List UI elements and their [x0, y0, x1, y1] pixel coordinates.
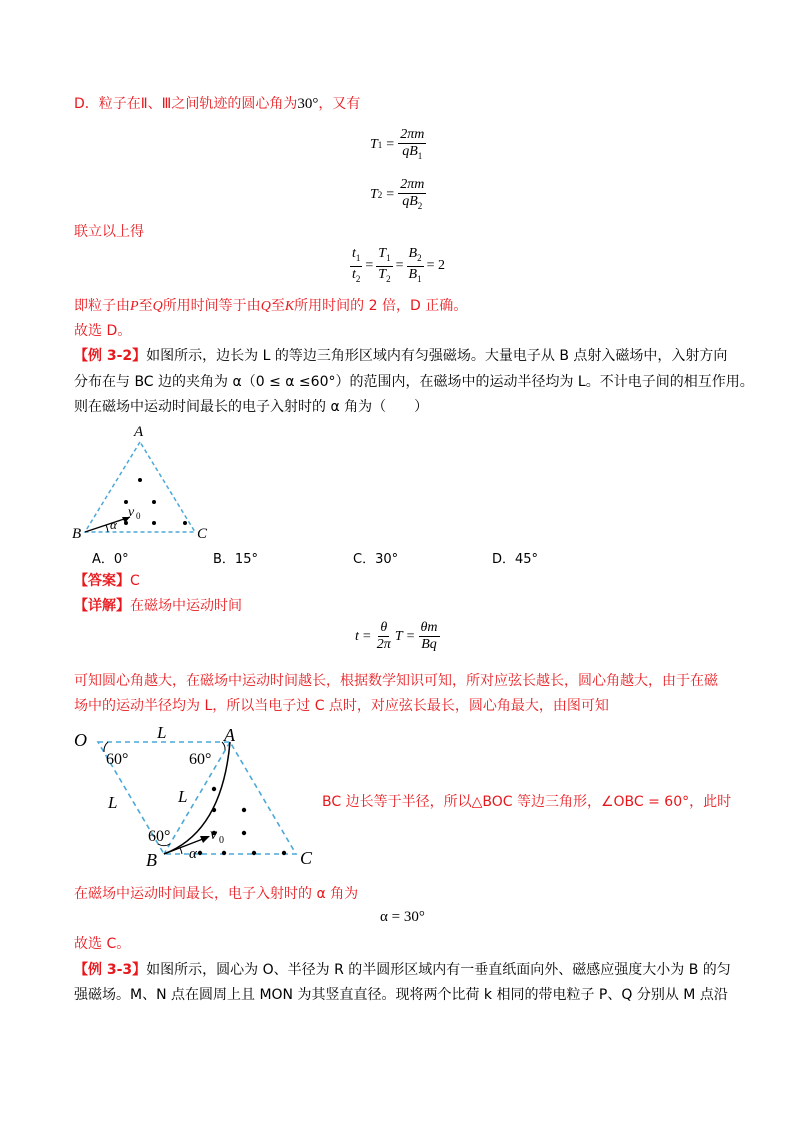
denominator: qB — [402, 144, 418, 159]
equation-t1: T 1 = $\frac{2\pi m}{qB_1}$ — [370, 127, 426, 164]
text-segment: D．粒子在Ⅱ、Ⅲ之间轨迹的圆心角为 — [74, 96, 298, 112]
subscript: 1 — [355, 252, 361, 263]
denominator: Bq — [421, 637, 437, 652]
label-angle-A: 60° — [189, 751, 212, 768]
result: = 2 — [426, 258, 445, 274]
subscript: 1 — [417, 150, 423, 161]
longest-time-text: 在磁场中运动时间最长，电子入射时的 α 角为 — [74, 886, 359, 902]
subscript: 2 — [377, 190, 383, 201]
equation-t2: T 2 = $\frac{2\pi m}{qB_2}$ — [370, 177, 426, 214]
label-B: B — [72, 526, 82, 542]
var: T — [378, 266, 387, 282]
text-segment: 所用时间等于由 — [162, 298, 261, 314]
subscript: 2 — [386, 273, 391, 284]
example-3-3-line1 — [74, 960, 731, 980]
detail-line — [74, 596, 242, 616]
numerator: θ — [380, 620, 388, 635]
label-L-top: L — [157, 723, 167, 742]
text-segment: 至 — [270, 298, 285, 314]
answer-line — [74, 571, 140, 591]
choice-a: A．0° — [92, 552, 129, 567]
label-v0: v — [210, 826, 218, 843]
text-segment: ，又有 — [318, 96, 361, 112]
label-C: C — [197, 526, 208, 542]
numerator: θm — [420, 620, 438, 635]
label-v0-sub: 0 — [219, 835, 224, 846]
var-T: T — [394, 628, 403, 644]
time-equation: t = $\frac{\theta}{2\pi}$ T = $\frac{\theta m}{Bq}$ — [355, 620, 438, 652]
var: T — [378, 246, 387, 261]
example-3-3-line2: 强磁场。M、N 点在圆周上且 MON 为其竖直直径。现将两个比荷 k 相同的带电粒子 P、Q 分别从 M 点沿 — [74, 987, 728, 1003]
var-Q: Q — [152, 299, 163, 314]
var: t — [352, 246, 356, 261]
choice-c: C．30° — [353, 552, 399, 567]
example-3-2-line1 — [74, 346, 727, 366]
label-C: C — [300, 848, 313, 868]
text-segment: 至 — [138, 298, 153, 314]
var-P: P — [130, 299, 139, 314]
subscript: 2 — [417, 200, 423, 211]
text-segment: 所用时间的 2 倍，D 正确。 — [294, 298, 468, 314]
subscript: 1 — [386, 252, 391, 263]
var-T: T — [370, 187, 378, 203]
numerator: 2πm — [400, 127, 425, 142]
arrow-head — [200, 836, 210, 843]
answer-tag: 【答案】 — [74, 573, 130, 589]
detail-text: 在磁场中运动时间 — [130, 598, 242, 614]
label-alpha: α — [110, 517, 117, 532]
angle-arc — [106, 525, 108, 532]
select-d: 故选 D。 — [74, 323, 132, 339]
combine-text: 联立以上得 — [74, 224, 144, 240]
detail-tag: 【详解】 — [74, 598, 130, 614]
example-3-2-line2: 分布在与 BC 边的夹角为 α（0 ≤ α ≤60°）的范围内，在磁场中的运动半径均为 L。不计电子间的相互作用。 — [74, 374, 754, 390]
label-v0: v — [128, 505, 135, 520]
label-angle-B: 60° — [148, 828, 171, 845]
denominator: 2π — [376, 637, 391, 652]
example-tag: 【例 3-2】 — [74, 348, 147, 364]
label-alpha: α — [189, 846, 197, 862]
subscript: 1 — [417, 273, 422, 284]
var: B — [408, 266, 418, 282]
subscript: 2 — [417, 252, 422, 263]
subscript: 1 — [377, 140, 383, 151]
answer-value: C — [130, 573, 140, 589]
var-K: K — [284, 299, 295, 314]
figure-rhombus — [72, 722, 322, 870]
option-d-explanation — [74, 94, 360, 114]
var: t — [352, 266, 356, 282]
choice-d: D．45° — [492, 552, 539, 567]
field-dots — [198, 787, 286, 855]
label-O: O — [74, 730, 87, 750]
reason-line1: 可知圆心角越大，在磁场中运动时间越长，根据数学知识可知，所对应弦长越长，圆心角越大，由于在磁 — [74, 673, 718, 689]
example-3-2-line3: 则在磁场中运动时间最长的电子入射时的 α 角为（ ） — [74, 399, 429, 415]
select-c: 故选 C。 — [74, 936, 131, 952]
denominator: qB — [402, 194, 418, 209]
choice-b: B．15° — [213, 552, 258, 567]
conclusion-line — [74, 296, 467, 317]
text-segment: 如图所示，边长为 L 的等边三角形区域内有匀强磁场。大量电子从 B 点射入磁场中，入射方向 — [146, 348, 728, 364]
side-explanation: BC 边长等于半径，所以△BOC 等边三角形，∠OBC = 60°，此时 — [322, 794, 732, 810]
var-Q: Q — [260, 299, 271, 314]
subscript: 2 — [355, 273, 361, 284]
label-A: A — [224, 725, 235, 745]
text-segment: 即粒子由 — [74, 298, 130, 314]
example-tag: 【例 3-3】 — [74, 962, 147, 978]
reason-line2: 场中的运动半径均为 L，所以当电子过 C 点时，对应弦长最长，圆心角最大，由图可知 — [74, 698, 609, 714]
var-t: t — [355, 628, 359, 644]
label-L-left: L — [108, 793, 118, 812]
text-segment: 如图所示，圆心为 O、半径为 R 的半圆形区域内有一垂直纸面向外、磁感应强度大小为 B 的匀 — [146, 962, 731, 978]
angle-arc-alpha — [180, 848, 182, 854]
label-v0-sub: 0 — [136, 511, 141, 521]
label-angle-O: 60° — [106, 751, 129, 768]
alpha-equation: α = 30° — [380, 909, 425, 925]
var: B — [408, 246, 418, 261]
label-A: A — [134, 424, 144, 440]
fraction — [398, 177, 426, 214]
numerator: 2πm — [400, 177, 425, 192]
label-B: B — [146, 850, 157, 870]
label-L-mid: L — [178, 787, 188, 806]
angle-value: 30° — [297, 96, 319, 112]
ratio-equation: $\frac{t_1}{t_2}$ = $\frac{T_1}{T_2}$ = $\frac{B_2}{B_1}$ = 2 — [352, 246, 445, 284]
figure-triangle — [70, 422, 220, 544]
fraction — [398, 127, 426, 164]
var-T: T — [370, 137, 378, 153]
